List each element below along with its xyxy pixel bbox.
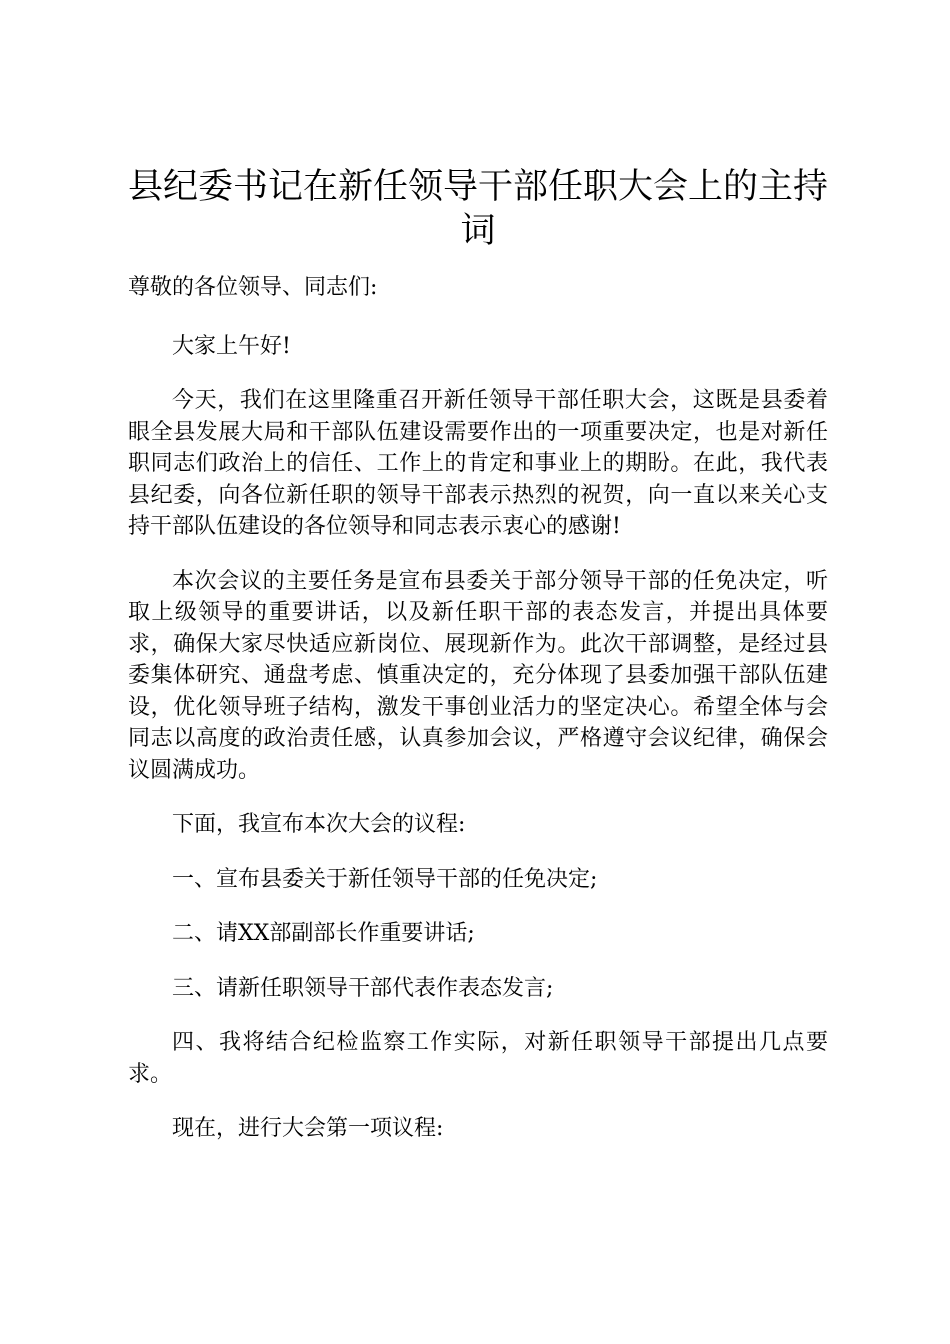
agenda-item: 三、请新任职领导干部代表作表态发言; bbox=[172, 975, 554, 1001]
purpose-paragraph: 本次会议的主要任务是宣布县委关于部分领导干部的任免决定，听取上级领导的重要讲话，以及新任职干部的表态发言，并提出具体要求，确保大家尽快适应新岗位、展现新作为。此次干部调整，是经过县委集体研究、通盘考虑、慎重决定的，充分体现了县委加强干部队伍建设，优化领导班子结构，激发干事创业活力的坚定决心。希望全体与会同志以高度的政治责任感，认真参加会议，严格遵守会议纪律，确保会议圆满成功。 bbox=[128, 568, 828, 783]
agenda-item: 一、宣布县委关于新任领导干部的任免决定; bbox=[172, 866, 598, 892]
salutation: 尊敬的各位领导、同志们: bbox=[128, 275, 378, 300]
agenda-intro: 下面，我宣布本次大会的议程: bbox=[172, 812, 466, 837]
agenda-item: 四、我将结合纪检监察工作实际，对新任职领导干部提出几点要求。 bbox=[128, 1030, 828, 1087]
document-body bbox=[128, 272, 828, 1145]
opening-paragraph: 今天，我们在这里隆重召开新任领导干部任职大会，这既是县委着眼全县发展大局和干部队伍建设需要作出的一项重要决定，也是对新任职同志们政治上的信任、工作上的肯定和事业上的期盼。在此，我代表县纪委，向各位新任职的领导干部表示热烈的祝贺，向一直以来关心支持干部队伍建设的各位领导和同志表示衷心的感谢! bbox=[128, 388, 828, 539]
agenda-item: 二、请XX部副部长作重要讲话; bbox=[172, 921, 475, 946]
closing-paragraph: 现在，进行大会第一项议程: bbox=[172, 1116, 444, 1141]
document-title: 县纪委书记在新任领导干部任职大会上的主持词 bbox=[127, 167, 828, 251]
greeting-paragraph: 大家上午好! bbox=[172, 333, 291, 359]
